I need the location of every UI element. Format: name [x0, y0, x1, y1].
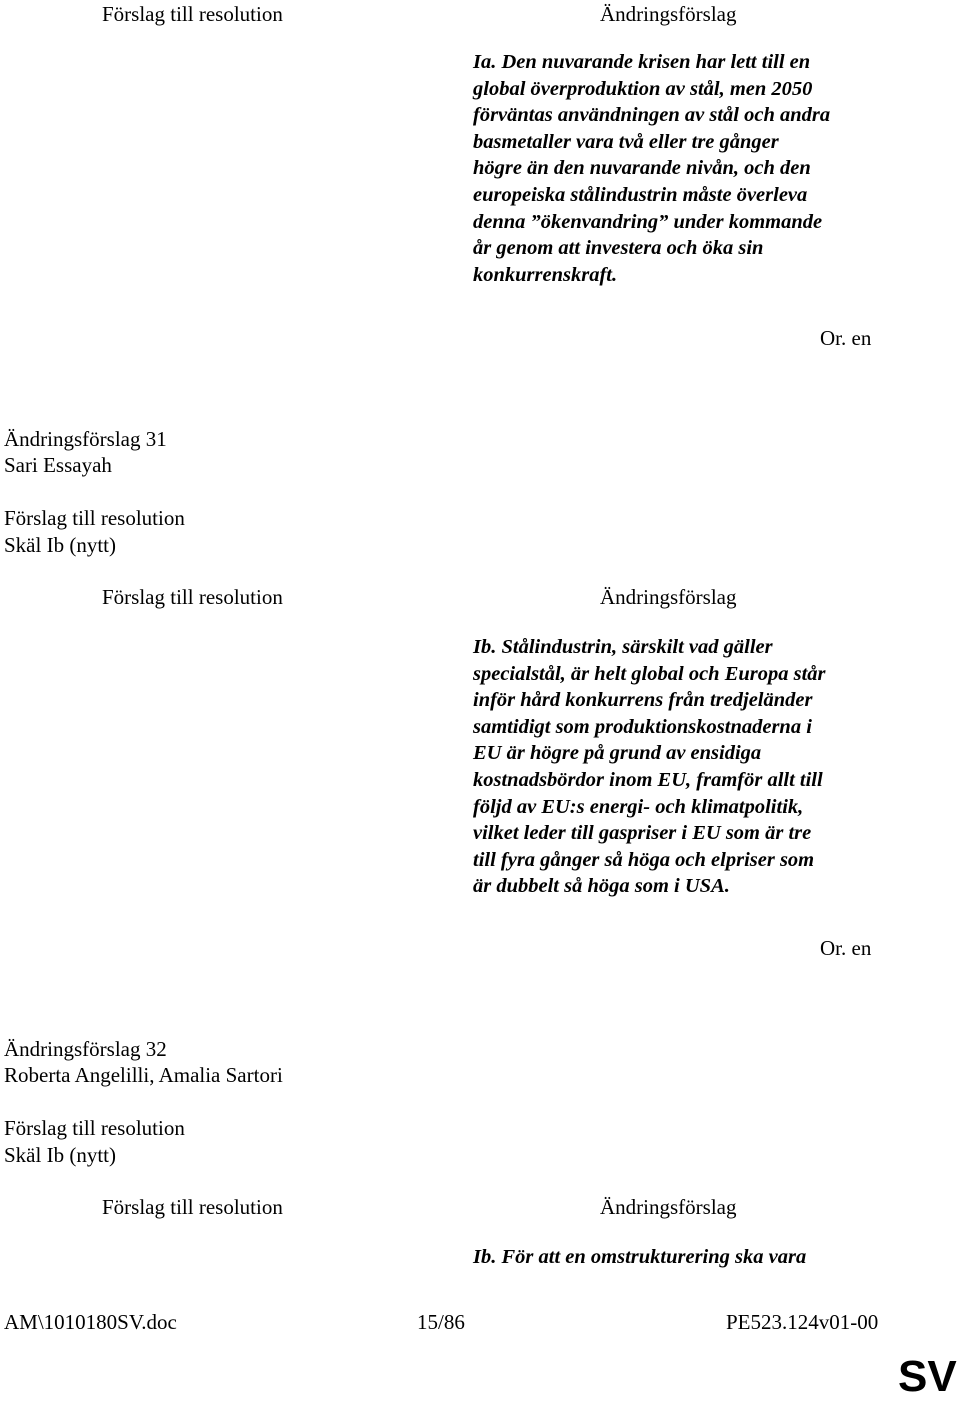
text-line: konkurrenskraft. [473, 263, 618, 286]
text-line: kostnadsbördor inom EU, framför allt till [473, 768, 823, 791]
text-line: Ia. Den nuvarande krisen har lett till en [473, 51, 811, 73]
text-line: EU är högre på grund av ensidiga [473, 742, 762, 765]
text-line: samtidigt som produktionskostnaderna i [473, 715, 812, 738]
text-line: till fyra gånger så höga och elpriser som [473, 848, 815, 871]
column-header-original: Förslag till resolution [102, 2, 283, 26]
column-header-amendment: Ändringsförslag [600, 585, 737, 609]
text-line: basmetaller vara två eller tre gånger [473, 130, 779, 153]
amendment-text [473, 1244, 806, 1271]
text-line: vilket leder till gaspriser i EU som är tre [473, 822, 812, 845]
original-language: Or. en [820, 326, 872, 350]
language-code: SV [898, 1352, 957, 1401]
text-line: Ib. För att en omstrukturering ska vara [473, 1246, 807, 1268]
amendment-number: Ändringsförslag 32 [4, 1037, 167, 1061]
amendment-author: Sari Essayah [4, 453, 112, 477]
pe-reference: PE523.124v01-00 [726, 1310, 879, 1334]
text-line: global överproduktion av stål, men 2050 [473, 77, 813, 100]
document-reference: AM\1010180SV.doc [4, 1310, 177, 1334]
text-line: Ib. Stålindustrin, särskilt vad gäller [473, 636, 773, 658]
text-line: denna ”ökenvandring” under kommande [473, 210, 823, 233]
text-line: är dubbelt så höga som i USA. [473, 875, 730, 898]
text-line: förväntas användningen av stål och andra [473, 104, 831, 127]
text-line: högre än den nuvarande nivån, och den [473, 157, 811, 180]
amendment-author: Roberta Angelilli, Amalia Sartori [4, 1063, 283, 1087]
recital-label: Skäl Ib (nytt) [4, 533, 116, 557]
column-header-original: Förslag till resolution [102, 585, 283, 609]
proposal-title: Förslag till resolution [4, 1116, 185, 1140]
recital-label: Skäl Ib (nytt) [4, 1143, 116, 1167]
text-line: år genom att investera och öka sin [473, 237, 764, 260]
amendment-number: Ändringsförslag 31 [4, 427, 167, 451]
text-line: europeiska stålindustrin måste överleva [473, 183, 808, 206]
text-line: följd av EU:s energi- och klimatpolitik, [473, 795, 804, 818]
column-header-amendment: Ändringsförslag [600, 2, 737, 26]
amendment-text [473, 49, 830, 288]
proposal-title: Förslag till resolution [4, 506, 185, 530]
original-language: Or. en [820, 936, 872, 960]
page-number: 15/86 [417, 1310, 465, 1334]
column-header-amendment: Ändringsförslag [600, 1195, 737, 1219]
text-line: inför hård konkurrens från tredjeländer [473, 689, 813, 712]
text-line: specialstål, är helt global och Europa står [473, 662, 826, 685]
column-header-original: Förslag till resolution [102, 1195, 283, 1219]
amendment-text [473, 634, 826, 900]
